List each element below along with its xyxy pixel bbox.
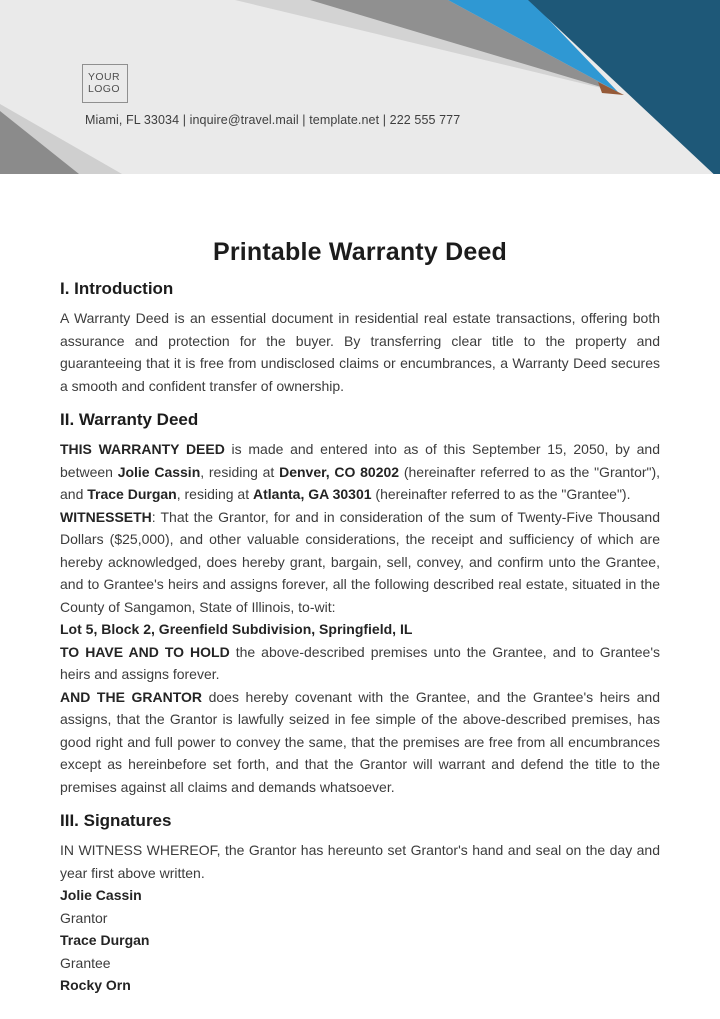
signature-name-grantee: Trace Durgan <box>60 932 150 948</box>
contact-line: Miami, FL 33034 | inquire@travel.mail | template.net | 222 555 777 <box>85 113 461 127</box>
page-title: Printable Warranty Deed <box>212 238 508 266</box>
section-heading-signatures: III. Signatures <box>60 811 172 830</box>
section-heading-introduction: I. Introduction <box>60 279 174 298</box>
intro-paragraph: A Warranty Deed is an essential document in residential real estate transactions, offering both assurance and protection for the buyer. By transferring clear title to the property and guaranteeing that it is free from undisclosed claims or encumbrances, a Warranty Deed secures a smooth and confident transfer of ownership. <box>60 310 660 394</box>
deed-paragraph-covenant: AND THE GRANTOR does hereby covenant with the Grantee, and the Grantee's heirs and assigns, that the Grantor is lawfully seized in fee simple of the above-described premises, has good right and full power to convey the same, that the premises are free from all encumbrances except as hereinbefore set forth, and that the Grantor will warrant and defend the title to the premises against all claims and demands whatsoever. <box>60 688 660 795</box>
signature-role-grantee: Grantee <box>60 954 111 971</box>
deed-paragraph-witnesseth: WITNESSETH: That the Grantor, for and in consideration of the sum of Twenty-Five Thousand Dollars ($25,000), and other valuable considerations, the receipt and sufficiency of which are hereby acknowledged, does hereby grant, bargain, sell, convey, and confirm unto the Grantee, and to Grantee's heirs and assigns forever, all the following described real estate, situated in the County of Sangamon, State of Illinois, to-wit: <box>60 508 660 615</box>
document-body <box>0 238 720 997</box>
triangle-teal <box>528 0 720 174</box>
signature-name-witness: Rocky Orn <box>60 977 131 993</box>
deed-paragraph-parties: THIS WARRANTY DEED is made and entered into as of this September 15, 2050, by and between Jolie Cassin, residing at Denver, CO 80202 (hereinafter referred to as the "Grantor"), and Trace Durgan, residing at Atlanta, GA 30301 (hereinafter referred to as the "Grantee"). <box>60 441 661 502</box>
logo-text-line2: LOGO <box>88 82 120 95</box>
section-heading-warranty-deed: II. Warranty Deed <box>60 410 199 429</box>
deed-paragraph-property: Lot 5, Block 2, Greenfield Subdivision, Springfield, IL <box>60 621 413 637</box>
witness-paragraph: IN WITNESS WHEREOF, the Grantor has hereunto set Grantor's hand and seal on the day and year first above written. <box>60 842 660 881</box>
logo-text-line1: YOUR <box>88 71 120 83</box>
signature-name-grantor: Jolie Cassin <box>60 887 142 903</box>
deed-paragraph-to-have-and-to-hold: TO HAVE AND TO HOLD the above-described premises unto the Grantee, and to Grantee's heirs and assigns forever. <box>60 643 660 682</box>
letterhead <box>0 0 720 174</box>
signature-role-grantor: Grantor <box>60 909 108 926</box>
logo-placeholder <box>82 64 128 103</box>
